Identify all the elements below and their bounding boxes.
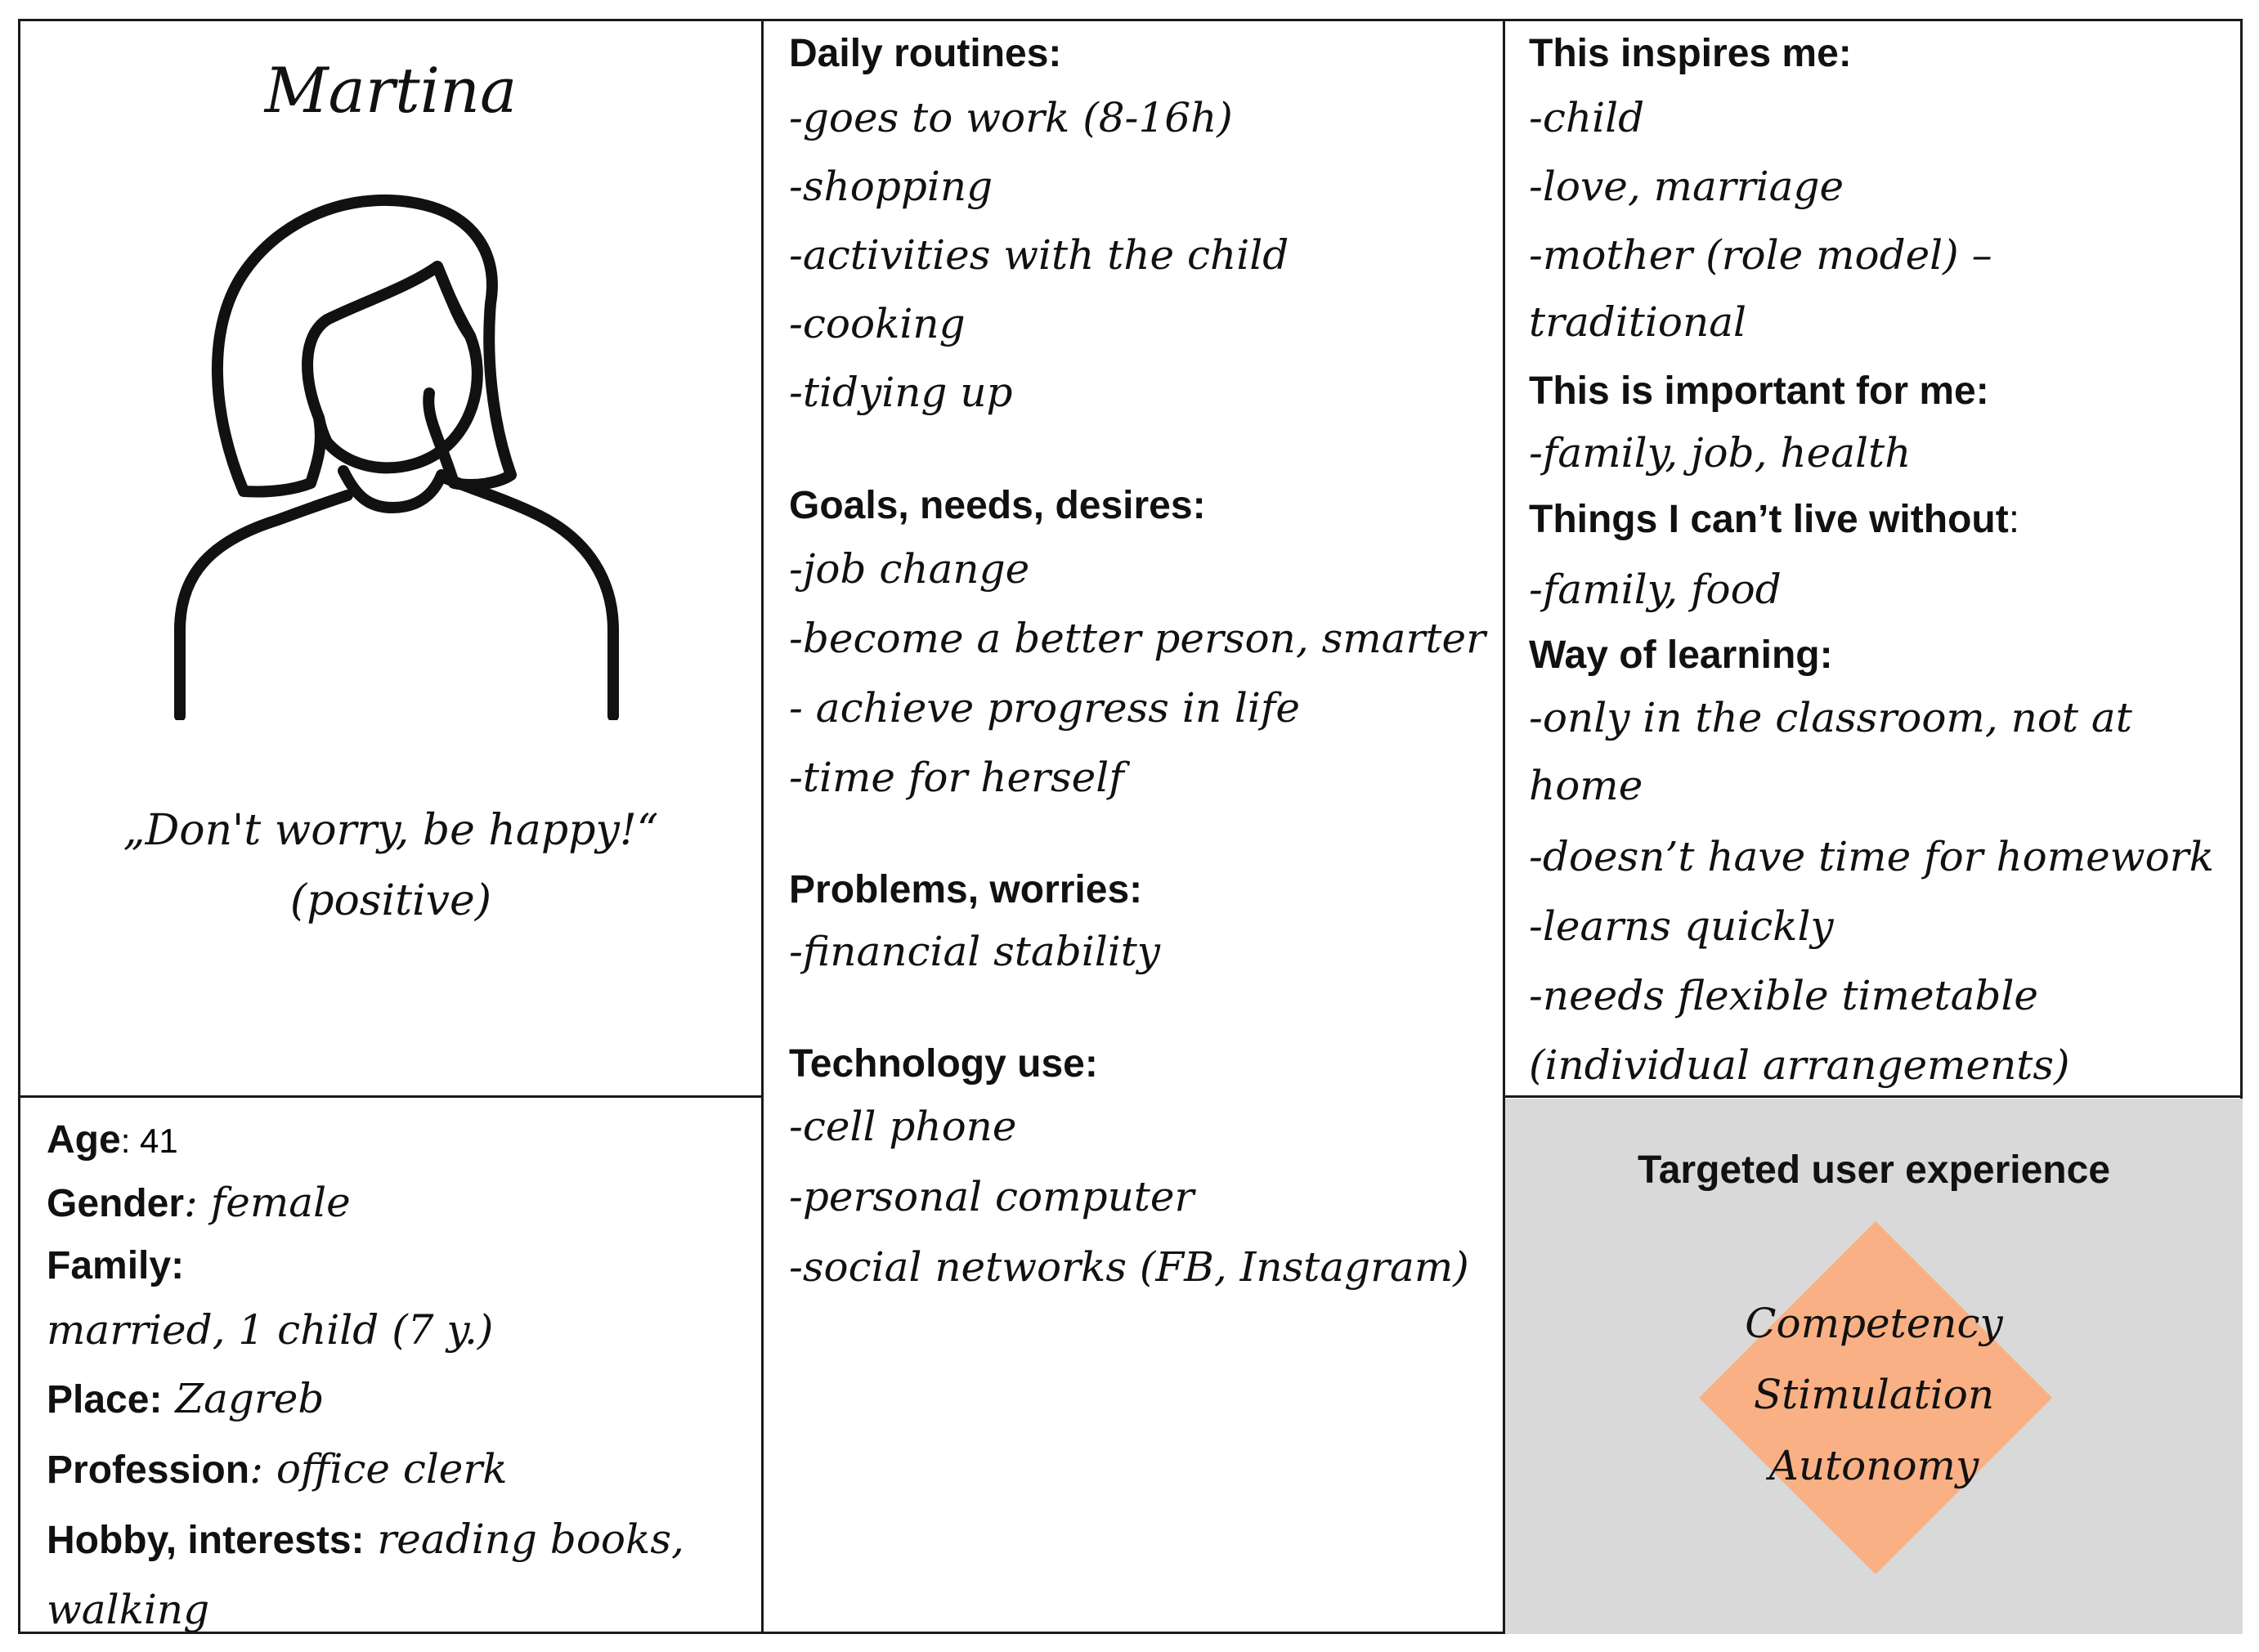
problems-heading: Problems, worries: — [789, 868, 1143, 911]
persona-quote: „Don't worry, be happy!“ — [123, 806, 659, 855]
ux-item-stimulation: Stimulation — [1753, 1371, 1995, 1418]
persona-card — [18, 19, 2243, 1634]
row-divider — [20, 1095, 761, 1098]
list-item: -only in the classroom, not at — [1529, 694, 2132, 741]
list-item: -cell phone — [789, 1103, 1017, 1150]
age-value: 41 — [140, 1121, 178, 1160]
profile-place — [47, 1373, 324, 1426]
list-item: -child — [1529, 94, 1645, 141]
list-item: -mother (role model) – — [1529, 231, 1992, 279]
learning-heading: Way of learning: — [1529, 633, 1833, 677]
list-item: -goes to work (8-16h) — [789, 94, 1233, 141]
list-item: -learns quickly — [1529, 902, 1834, 950]
list-item: -needs flexible timetable — [1529, 972, 2039, 1019]
list-item: -love, marriage — [1529, 163, 1844, 210]
list-item: -social networks (FB, Instagram) — [789, 1243, 1469, 1291]
ux-item-competency: Competency — [1745, 1300, 2003, 1347]
column-divider — [761, 21, 764, 1632]
list-item: -personal computer — [789, 1173, 1194, 1220]
list-item: -family, food — [1529, 566, 1782, 613]
family-value: married, 1 child (7 y.) — [47, 1306, 494, 1354]
cant-live-without-heading: Things I can’t live without: — [1529, 498, 2020, 541]
cant-live-without-label: Things I can’t live without — [1529, 498, 2009, 541]
list-item: (individual arrangements) — [1529, 1041, 2070, 1089]
gender-label: Gender — [47, 1182, 185, 1225]
hobby-value: reading books, — [377, 1515, 684, 1563]
list-item: -activities with the child — [789, 231, 1289, 279]
profession-value: office clerk — [276, 1445, 508, 1493]
ux-item-autonomy: Autonomy — [1768, 1442, 1979, 1489]
gender-value: female — [210, 1179, 351, 1226]
list-item: -time for herself — [789, 754, 1124, 801]
woman-avatar-icon — [155, 172, 638, 720]
list-item: traditional — [1529, 298, 1746, 346]
daily-routines-heading: Daily routines: — [789, 32, 1062, 75]
persona-name: Martina — [264, 54, 518, 127]
profile-hobby — [47, 1514, 684, 1566]
profile-age: Age: 41 — [47, 1118, 178, 1162]
list-item: -cooking — [789, 300, 966, 347]
hobby-value-continued: walking — [47, 1586, 210, 1633]
profile-family-label — [47, 1239, 184, 1292]
list-item: home — [1529, 762, 1643, 809]
profile-gender: Gender: female — [47, 1179, 351, 1226]
goals-heading: Goals, needs, desires: — [789, 484, 1206, 527]
list-item: -become a better person, smarter — [789, 615, 1486, 662]
place-value: Zagreb — [175, 1375, 325, 1422]
important-heading: This is important for me: — [1529, 369, 1989, 413]
list-item: -shopping — [789, 163, 993, 210]
list-item: -job change — [789, 545, 1030, 593]
list-item: -tidying up — [789, 369, 1013, 416]
technology-heading: Technology use: — [789, 1042, 1098, 1086]
family-label: Family: — [47, 1244, 185, 1287]
place-label: Place: — [47, 1378, 163, 1421]
list-item: -doesn’t have time for homework — [1529, 833, 2214, 880]
row-divider — [1503, 1095, 2243, 1098]
list-item: -family, job, health — [1529, 429, 1912, 477]
list-item: -financial stability — [789, 928, 1161, 975]
profile-profession: Profession: office clerk — [47, 1445, 508, 1493]
inspires-heading: This inspires me: — [1529, 32, 1852, 75]
profession-label: Profession — [47, 1448, 250, 1492]
list-item: - achieve progress in life — [789, 684, 1300, 732]
targeted-ux-heading: Targeted user experience — [1637, 1148, 2111, 1192]
persona-quote-note: (positive) — [289, 876, 492, 925]
hobby-label: Hobby, interests: — [47, 1519, 365, 1562]
age-label: Age — [47, 1118, 121, 1162]
